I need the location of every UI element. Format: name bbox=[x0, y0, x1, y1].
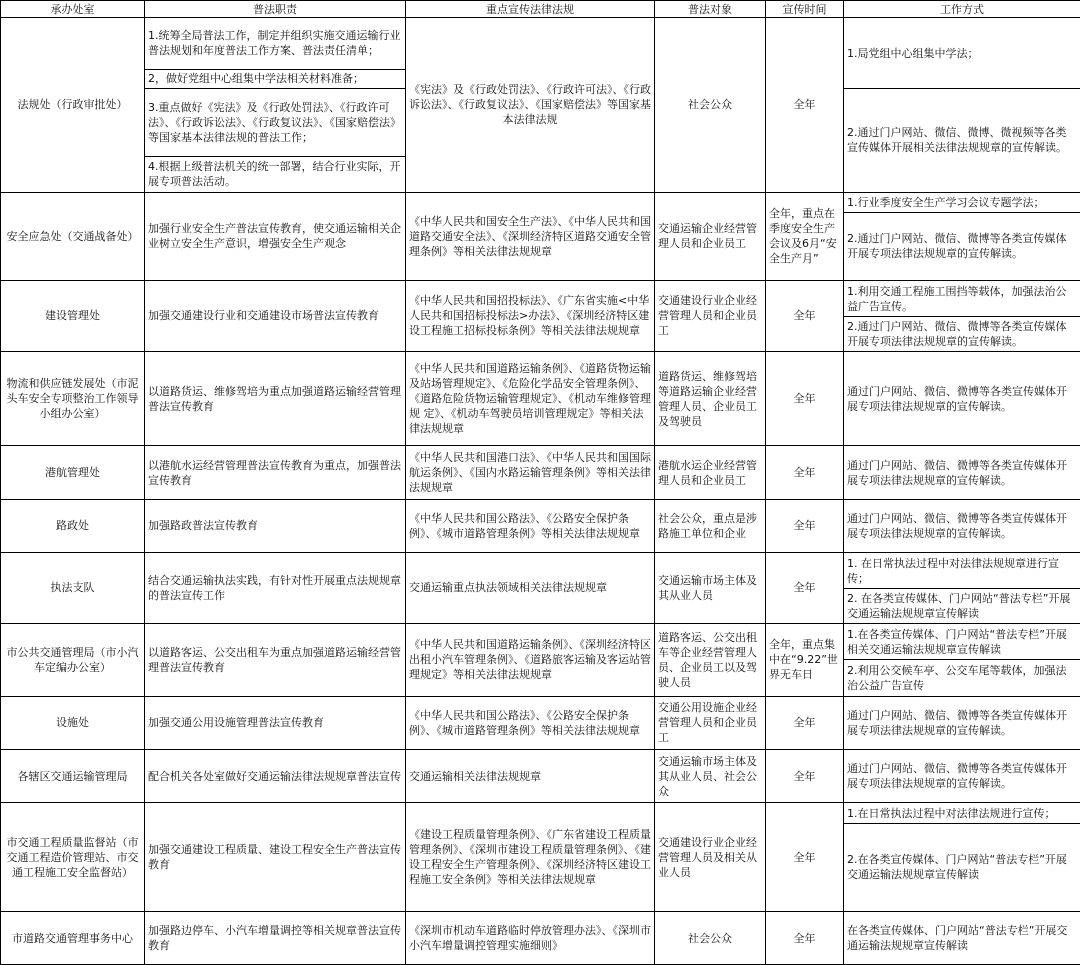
dept-cell: 港航管理处 bbox=[1, 446, 145, 500]
dept-cell: 执法支队 bbox=[1, 552, 145, 623]
header-duty: 普法职责 bbox=[145, 1, 406, 18]
time-cell: 全年 bbox=[766, 912, 844, 965]
table-row bbox=[1, 351, 1080, 445]
method-cell: 通过门户网站、微信、微博等各类宣传媒体开展专项法律法规规章的宣传解读。 bbox=[844, 696, 1080, 749]
dept-cell: 设施处 bbox=[1, 696, 145, 749]
header-laws: 重点宣传法律法规 bbox=[406, 1, 655, 18]
laws-cell: 《宪法》及《行政处罚法》、《行政许可法》、《行政诉讼法》、《行政复议法》、《国家赔偿法》等国家基本法律法规 bbox=[406, 18, 655, 193]
time-cell: 全年 bbox=[766, 803, 844, 912]
laws-cell: 《中华人民共和国公路法》、《公路安全保护条例》、《城市道路管理条例》等相关法律法规规章 bbox=[406, 696, 655, 749]
time-cell: 全年 bbox=[766, 500, 844, 553]
table-row bbox=[1, 623, 1080, 660]
header-dept: 承办处室 bbox=[1, 1, 145, 18]
time-cell: 全年，重点在季度安全生产会议及6月“安全生产月” bbox=[766, 192, 844, 280]
duty-cell: 4.根据上级普法机关的统一部署，结合行业实际，开展专项普法活动。 bbox=[145, 157, 406, 193]
time-cell: 全年 bbox=[766, 18, 844, 193]
dept-cell: 物流和供应链发展处（市泥头车安全专项整治工作领导小组办公室） bbox=[1, 351, 145, 445]
duty-cell: 以港航水运经营管理普法宣传教育为重点，加强普法宣传教育 bbox=[145, 446, 406, 500]
duty-cell: 以道路客运、公交出租车为重点加强道路运输经营管理普法宣传教育 bbox=[145, 623, 406, 696]
header-row bbox=[1, 1, 1080, 18]
method-cell: 通过门户网站、微信、微博等各类宣传媒体开展专项法律法规规章的宣传解读。 bbox=[844, 446, 1080, 500]
time-cell: 全年 bbox=[766, 446, 844, 500]
laws-cell: 《中华人民共和国公路法》、《公路安全保护条例》、《城市道路管理条例》等相关法律法规规章 bbox=[406, 500, 655, 553]
target-cell: 道路客运、公交出租车等企业经营管理人员、企业员工以及驾驶人员 bbox=[655, 623, 766, 696]
table-row bbox=[1, 192, 1080, 212]
table-row bbox=[1, 280, 1080, 317]
method-cell: 2. 在各类宣传媒体、门户网站“普法专栏”开展交通运输法规规章宣传解读 bbox=[844, 589, 1080, 624]
target-cell: 交通运输企业经营管理人员和企业员工 bbox=[655, 192, 766, 280]
time-cell: 全年 bbox=[766, 552, 844, 623]
table-row bbox=[1, 18, 1080, 70]
dept-cell: 路政处 bbox=[1, 500, 145, 553]
dept-cell: 市道路交通管理事务中心 bbox=[1, 912, 145, 965]
method-cell: 1. 在日常执法过程中对法律法规规章进行宣传； bbox=[844, 552, 1080, 589]
target-cell: 交通建设行业企业经营管理人员和企业员工 bbox=[655, 280, 766, 351]
method-cell: 通过门户网站、微信、微博等各类宣传媒体开展专项法律法规规章的宣传解读。 bbox=[844, 351, 1080, 445]
laws-cell: 《中华人民共和国道路运输条例》、《深圳经济特区出租小汽车管理条例》、《道路旅客运输及客运站管理规定》等相关法律法规规章 bbox=[406, 623, 655, 696]
dept-cell: 市交通工程质量监督站（市交通工程造价管理站、市交通工程施工安全监督站） bbox=[1, 803, 145, 912]
duty-cell: 加强交通公用设施管理普法宣传教育 bbox=[145, 696, 406, 749]
table-row bbox=[1, 696, 1080, 749]
method-cell: 2.利用公交候车亭、公交车尾等载体，加强法治公益广告宣传 bbox=[844, 660, 1080, 697]
dept-cell: 法规处（行政审批处） bbox=[1, 18, 145, 193]
laws-cell: 《中华人民共和国招投标法》、《广东省实施<中华人民共和国招标投标法>办法》、《深圳经济特区建设工程施工招标投标条例》等相关法律法规规章 bbox=[406, 280, 655, 351]
header-target: 普法对象 bbox=[655, 1, 766, 18]
time-cell: 全年 bbox=[766, 280, 844, 351]
header-method: 工作方式 bbox=[844, 1, 1080, 18]
duty-cell: 以道路货运、维修驾培为重点加强道路运输经营管理普法宣传教育 bbox=[145, 351, 406, 445]
duty-cell: 加强路政普法宣传教育 bbox=[145, 500, 406, 553]
table-row bbox=[1, 500, 1080, 553]
target-cell: 社会公众 bbox=[655, 912, 766, 965]
target-cell: 交通建设行业企业经营管理人员及相关从业人员 bbox=[655, 803, 766, 912]
method-cell: 2.在各类宣传媒体、门户网站“普法专栏”开展交通运输法规规章宣传解读 bbox=[844, 823, 1080, 911]
method-cell: 2.通过门户网站、微信、微博、微视频等各类宣传媒体开展相关法律法规规章的宣传解读。 bbox=[844, 89, 1080, 193]
method-cell: 通过门户网站、微信、微博等各类宣传媒体开展专项法律法规规章的宣传解读。 bbox=[844, 749, 1080, 803]
method-cell: 1.利用交通工程施工围挡等载体，加强法治公益广告宣传。 bbox=[844, 280, 1080, 317]
table-row bbox=[1, 446, 1080, 500]
duty-cell: 加强行业安全生产普法宣传教育，使交通运输相关企业树立安全生产意识，增强安全生产观念 bbox=[145, 192, 406, 280]
time-cell: 全年 bbox=[766, 696, 844, 749]
duty-cell: 1.统筹全局普法工作，制定并组织实施交通运输行业普法规划和年度普法工作方案、普法责任清单； bbox=[145, 18, 406, 70]
duty-cell: 配合机关各处室做好交通运输法律法规规章普法宣传 bbox=[145, 749, 406, 803]
target-cell: 道路货运、维修驾培等道路运输企业经营管理人员、企业员工及驾驶员 bbox=[655, 351, 766, 445]
method-cell: 1.行业季度安全生产学习会议专题学法； bbox=[844, 192, 1080, 212]
laws-cell: 交通运输重点执法领域相关法律法规规章 bbox=[406, 552, 655, 623]
dept-cell: 市公共交通管理局（市小汽车定编办公室） bbox=[1, 623, 145, 696]
method-cell: 2.通过门户网站、微信、微博等各类宣传媒体开展专项法律法规规章的宣传解读。 bbox=[844, 212, 1080, 280]
laws-cell: 《中华人民共和国港口法》、《中华人民共和国国际航运条例》、《国内水路运输管理条例》等相关法律法规规章 bbox=[406, 446, 655, 500]
method-cell: 1.在日常执法过程中对法律法规进行宣传； bbox=[844, 803, 1080, 823]
method-cell: 1.在各类宣传媒体、门户网站“普法专栏”开展相关交通运输法规规章宣传解读 bbox=[844, 623, 1080, 660]
laws-cell: 《建设工程质量管理条例》、《广东省建设工程质量管理条例》、《深圳市建设工程质量管理条例》、《建设工程安全生产管理条例》、《深圳经济特区建设工程施工安全条例》等相关法律法规规章 bbox=[406, 803, 655, 912]
table-row bbox=[1, 552, 1080, 589]
target-cell: 交通运输市场主体及其从业人员、社会公众 bbox=[655, 749, 766, 803]
time-cell: 全年 bbox=[766, 351, 844, 445]
duty-cell: 结合交通运输执法实践，有针对性开展重点法规规章的普法宣传工作 bbox=[145, 552, 406, 623]
target-cell: 交通运输市场主体及其从业人员 bbox=[655, 552, 766, 623]
method-cell: 2.通过门户网站、微信、微博等各类宣传媒体开展专项法律法规规章的宣传解读。 bbox=[844, 317, 1080, 352]
dept-cell: 各辖区交通运输管理局 bbox=[1, 749, 145, 803]
table-row bbox=[1, 803, 1080, 823]
duty-cell: 加强路边停车、小汽车增量调控等相关规章普法宣传教育 bbox=[145, 912, 406, 965]
table-row bbox=[1, 912, 1080, 965]
target-cell: 社会公众 bbox=[655, 18, 766, 193]
target-cell: 港航水运企业经营管理人员和企业员工 bbox=[655, 446, 766, 500]
target-cell: 社会公众，重点是涉路施工单位和企业 bbox=[655, 500, 766, 553]
header-time: 宣传时间 bbox=[766, 1, 844, 18]
table-row bbox=[1, 749, 1080, 803]
laws-cell: 《深圳市机动车道路临时停放管理办法》、《深圳市小汽车增量调控管理实施细则》 bbox=[406, 912, 655, 965]
laws-cell: 交通运输相关法律法规规章 bbox=[406, 749, 655, 803]
laws-cell: 《中华人民共和国安全生产法》、《中华人民共和国道路交通安全法》、《深圳经济特区道路交通安全管理条例》等相关法律法规规章 bbox=[406, 192, 655, 280]
duty-cell: 3.重点做好《宪法》及《行政处罚法》、《行政许可法》、《行政诉讼法》、《行政复议法》、《国家赔偿法》等国家基本法律法规的普法工作； bbox=[145, 89, 406, 157]
dept-cell: 建设管理处 bbox=[1, 280, 145, 351]
time-cell: 全年，重点集中在“9.22”世界无车日 bbox=[766, 623, 844, 696]
method-cell: 在各类宣传媒体、门户网站“普法专栏”开展交通运输法规规章宣传解读 bbox=[844, 912, 1080, 965]
laws-cell: 《中华人民共和国道路运输条例》、《道路货物运输及站场管理规定》、《危险化学品安全管理条例》、《道路危险货物运输管理规定》、《机动车维修管理规 定》、《机动车驾驶员培训管理规定》等相关法律法规规章 bbox=[406, 351, 655, 445]
method-cell: 通过门户网站、微信、微博等各类宣传媒体开展专项法律法规规章的宣传解读。 bbox=[844, 500, 1080, 553]
method-cell: 1.局党组中心组集中学法； bbox=[844, 18, 1080, 89]
time-cell: 全年 bbox=[766, 749, 844, 803]
duty-cell: 加强交通建设行业和交通建设市场普法宣传教育 bbox=[145, 280, 406, 351]
duty-cell: 加强交通建设工程质量、建设工程安全生产普法宣传教育 bbox=[145, 803, 406, 912]
duty-cell: 2，做好党组中心组集中学法相关材料准备； bbox=[145, 69, 406, 88]
dept-cell: 安全应急处（交通战备处） bbox=[1, 192, 145, 280]
target-cell: 交通公用设施企业经营管理人员和企业员工 bbox=[655, 696, 766, 749]
